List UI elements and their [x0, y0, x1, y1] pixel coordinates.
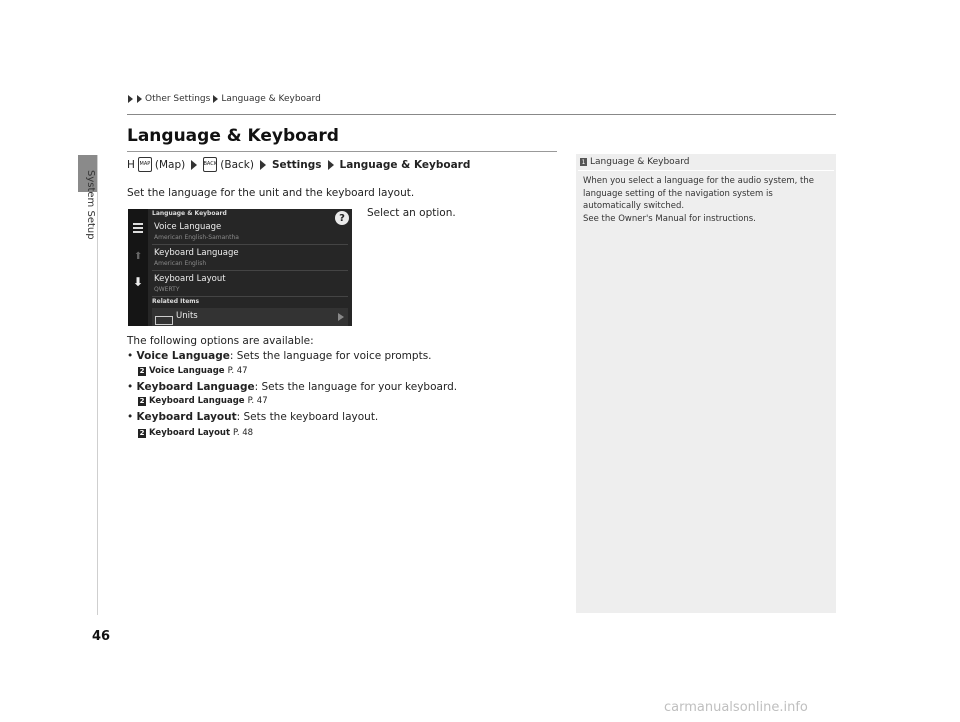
page-title: Language & Keyboard: [127, 126, 339, 146]
item-title: Keyboard Layout: [154, 274, 226, 284]
item-title: Units: [176, 311, 198, 321]
screen-sidebar: [128, 209, 148, 326]
option-desc: : Sets the language for your keyboard.: [254, 381, 458, 393]
item-value: American English: [154, 260, 207, 267]
target-step: Language & Keyboard: [339, 158, 471, 171]
reference-icon: 2: [139, 429, 145, 437]
breadcrumb-item[interactable]: Other Settings: [145, 94, 211, 104]
voice-language-item[interactable]: [152, 219, 348, 245]
scroll-up-icon[interactable]: ⬆: [134, 251, 143, 262]
option-name: Keyboard Language: [136, 381, 255, 393]
note-rule: [578, 170, 834, 171]
item-value: QWERTY: [154, 286, 180, 293]
option-name: Voice Language: [136, 350, 230, 362]
navigation-path: [127, 157, 470, 172]
arrow-icon: [260, 160, 266, 170]
title-rule: [127, 151, 557, 152]
back-key-icon: BACK: [203, 157, 217, 172]
cross-reference[interactable]: 2 Keyboard Layout P. 48: [139, 428, 254, 438]
arrow-icon: [191, 160, 197, 170]
settings-step: Settings: [271, 158, 322, 171]
select-instruction: Select an option.: [367, 207, 456, 219]
intro-text: Set the language for the unit and the keyboard layout.: [127, 187, 415, 199]
play-icon: [338, 313, 344, 321]
note-icon: 1: [581, 158, 586, 166]
reference-icon: 2: [139, 397, 145, 405]
option-name: Keyboard Layout: [136, 411, 237, 423]
option-desc: : Sets the keyboard layout.: [236, 411, 379, 423]
arrow-icon: [328, 160, 334, 170]
page-number: 46: [92, 629, 111, 644]
item-title: Keyboard Language: [154, 248, 239, 258]
keyboard-layout-item[interactable]: [152, 271, 348, 297]
keyboard-language-item[interactable]: [152, 245, 348, 271]
options-intro: The following options are available:: [127, 335, 314, 347]
header-rule: [127, 114, 836, 115]
units-icon: [155, 316, 173, 325]
help-icon[interactable]: ?: [335, 211, 349, 225]
home-icon: H: [127, 158, 135, 171]
scroll-down-icon[interactable]: ⬇: [133, 275, 144, 289]
menu-icon[interactable]: [133, 223, 143, 235]
section-label: System Setup: [85, 170, 96, 240]
item-title: Voice Language: [154, 222, 222, 232]
map-label: (Map): [154, 158, 186, 171]
option-item: • Keyboard Layout: Sets the keyboard layout.: [127, 411, 379, 423]
cross-reference[interactable]: 2 Voice Language P. 47: [139, 366, 248, 376]
arrow-icon: [213, 95, 218, 103]
watermark: carmanualsonline.info: [664, 700, 808, 715]
arrow-icon: [128, 95, 133, 103]
option-item: • Voice Language: Sets the language for voice prompts.: [127, 350, 432, 362]
units-item[interactable]: [152, 308, 348, 326]
screen-image: [128, 209, 352, 326]
breadcrumb-item[interactable]: Language & Keyboard: [221, 94, 321, 104]
screen-header: Language & Keyboard: [152, 210, 227, 217]
arrow-icon: [137, 95, 142, 103]
note-heading: 1 Language & Keyboard: [581, 157, 690, 167]
item-value: American English-Samantha: [154, 234, 239, 241]
option-desc: : Sets the language for voice prompts.: [229, 350, 432, 362]
back-label: (Back): [220, 158, 254, 171]
map-key-icon: MAP: [138, 157, 152, 172]
related-items-label: Related Items: [152, 298, 200, 305]
option-item: • Keyboard Language: Sets the language for your keyboard.: [127, 381, 458, 393]
reference-icon: 2: [139, 367, 145, 375]
breadcrumb: [127, 94, 321, 104]
note-body: When you select a language for the audio system, the language setting of the navigation system is automatically switched. See the Owner's Manual for instructions.: [583, 176, 814, 224]
cross-reference[interactable]: 2 Keyboard Language P. 47: [139, 396, 268, 406]
